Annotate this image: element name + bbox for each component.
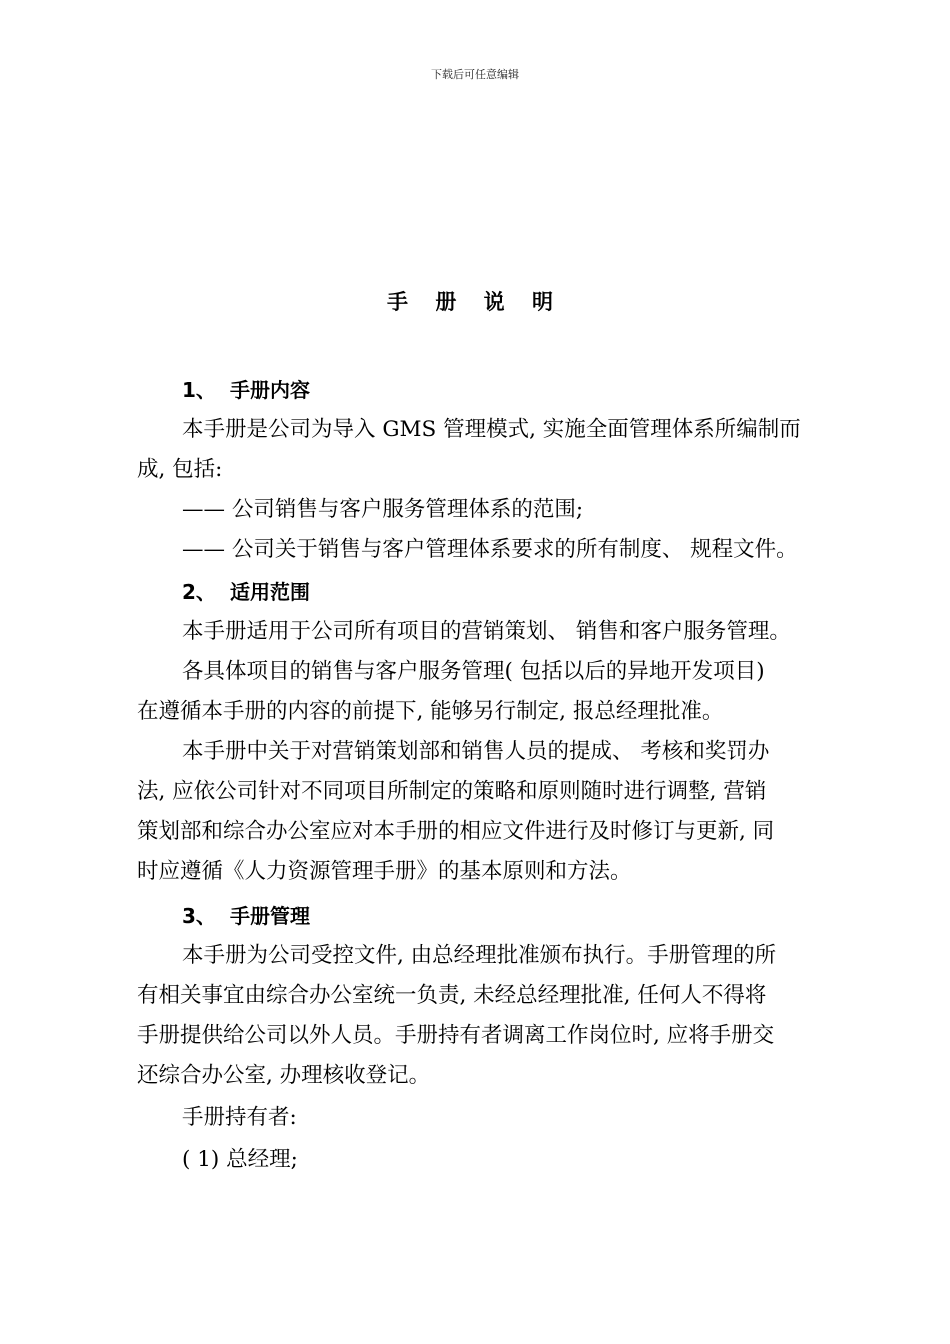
paragraph-line: 还综合办公室, 办理核收登记。 — [137, 1063, 431, 1088]
paragraph-line: 本手册是公司为导入 GMS 管理模式, 实施全面管理体系所编制而 — [182, 417, 801, 442]
section-title: 手册内容 — [230, 378, 310, 402]
paragraph-line: 法, 应依公司针对不同项目所制定的策略和原则随时进行调整, 营销 — [137, 779, 767, 804]
paragraph-line: 本手册中关于对营销策划部和销售人员的提成、 考核和奖罚办 — [182, 739, 770, 764]
section-number: 3、 — [182, 904, 216, 928]
document-title: 手 册 说 明 — [387, 290, 563, 314]
paragraph-line: 策划部和综合办公室应对本手册的相应文件进行及时修订与更新, 同 — [137, 819, 775, 844]
paragraph-line: 时应遵循《人力资源管理手册》的基本原则和方法。 — [137, 859, 632, 884]
paragraph-line: 本手册为公司受控文件, 由总经理批准颁布执行。手册管理的所 — [182, 943, 777, 968]
paragraph-line: 有相关事宜由综合办公室统一负责, 未经总经理批准, 任何人不得将 — [137, 983, 767, 1008]
section-number: 1、 — [182, 378, 216, 402]
paragraph-line: 本手册适用于公司所有项目的营销策划、 销售和客户服务管理。 — [182, 619, 791, 644]
header-note: 下载后可任意编辑 — [431, 68, 519, 81]
section-title: 手册管理 — [230, 904, 310, 928]
list-item: —— 公司关于销售与客户管理体系要求的所有制度、 规程文件。 — [182, 537, 798, 562]
list-item: —— 公司销售与客户服务管理体系的范围; — [182, 497, 584, 522]
section-heading — [182, 576, 310, 608]
paragraph-line: 成, 包括: — [137, 457, 223, 482]
section-number: 2、 — [182, 580, 216, 604]
section-heading — [182, 900, 310, 932]
section-title: 适用范围 — [230, 580, 310, 604]
section-heading — [182, 374, 310, 406]
paragraph-line: 手册提供给公司以外人员。手册持有者调离工作岗位时, 应将手册交 — [137, 1023, 775, 1048]
paragraph-line: 手册持有者: — [182, 1105, 297, 1130]
paragraph-line: 各具体项目的销售与客户服务管理( 包括以后的异地开发项目) — [182, 659, 765, 684]
paragraph-line: 在遵循本手册的内容的前提下, 能够另行制定, 报总经理批准。 — [137, 699, 724, 724]
list-item: ( 1) 总经理; — [182, 1147, 298, 1172]
